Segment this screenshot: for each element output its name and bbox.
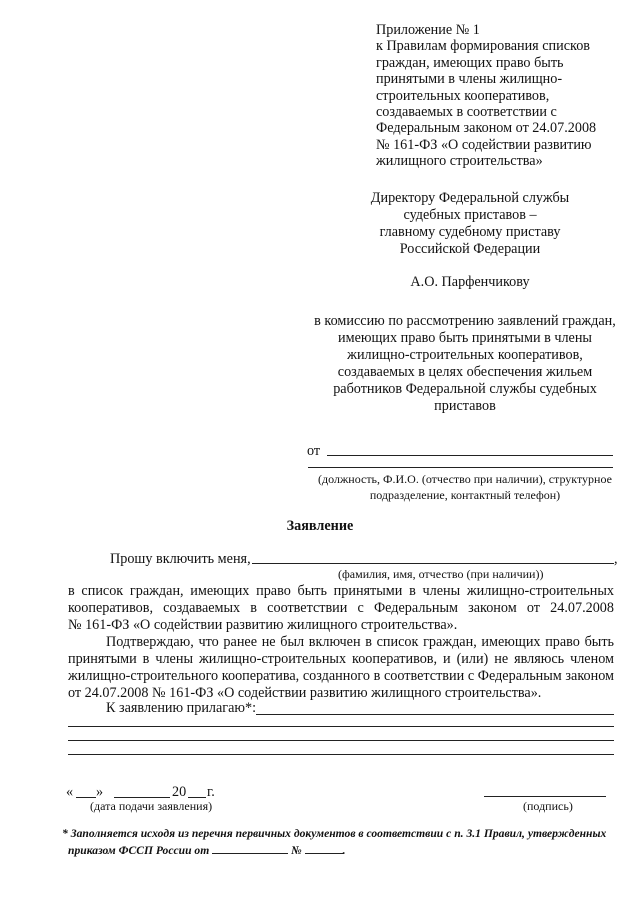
date-open-quote: « (66, 784, 74, 800)
annex-line: создаваемых в соответствии с (376, 104, 557, 121)
footnote-number-label: № (291, 844, 302, 857)
footnote-line-1: * Заполняется исходя из перечня первичных документов в соответствии с п. 3.1 Правил, утвержденных (62, 827, 607, 840)
footnote-line-2 (62, 842, 618, 859)
confirm-line: Подтверждаю, что ранее не был включен в список граждан, имеющих право быть (106, 634, 614, 650)
annex-line: Приложение № 1 (376, 22, 480, 38)
date-close-quote: » (96, 784, 104, 800)
request-caption: (фамилия, имя, отчество (при наличии)) (338, 567, 544, 581)
date-caption: (дата подачи заявления) (90, 799, 213, 813)
addressee-line: судебных приставов – (403, 207, 537, 223)
commission-block (300, 313, 630, 415)
annex-line: к Правилам формирования списков (376, 38, 591, 55)
commission-line: имеющих право быть принятыми в члены (338, 330, 592, 346)
signature-caption: (подпись) (523, 799, 573, 813)
commission-line: жилищно-строительных кооперативов, (347, 347, 583, 363)
request-suffix: , (614, 551, 618, 567)
annex-header (376, 22, 626, 170)
addressee-block (330, 190, 610, 258)
signature-field[interactable] (484, 796, 606, 797)
date-year-suffix: г. (207, 784, 215, 800)
from-caption-line: (должность, Ф.И.О. (отчество при наличии), структурное (318, 472, 612, 486)
from-label: от (307, 443, 321, 459)
from-caption (300, 471, 630, 503)
footnote-order-label: приказом ФССП России от (68, 844, 210, 857)
footnote-order-date-field[interactable] (212, 842, 288, 854)
date-day-field[interactable] (76, 797, 96, 798)
addressee-name: А.О. Парфенчикову (410, 274, 530, 290)
date-year-field[interactable] (188, 797, 206, 798)
commission-line: создаваемых в целях обеспечения жильем (337, 364, 593, 380)
attach-field-line-1[interactable] (256, 714, 614, 715)
footnote-end: . (342, 844, 346, 857)
attach-label: К заявлению прилагаю*: (106, 700, 257, 716)
confirm-line: принятыми в члены жилищно-строительных кооперативов, и (или) не являюсь членом (68, 651, 614, 667)
commission-line: в комиссию по рассмотрению заявлений граждан, (314, 313, 616, 329)
commission-line: работников Федеральной службы судебных (333, 381, 597, 397)
date-month-field[interactable] (114, 797, 170, 798)
request-prefix: Прошу включить меня, (110, 551, 251, 567)
footnote (62, 826, 618, 859)
annex-line: жилищного строительства» (376, 153, 543, 170)
request-line: в список граждан, имеющих право быть принятыми в члены жилищно-строительных (68, 583, 614, 599)
footnote-order-number-field[interactable] (305, 842, 343, 854)
request-line: № 161-ФЗ «О содействии развитию жилищного строительства». (68, 617, 458, 633)
from-caption-line: подразделение, контактный телефон) (369, 488, 561, 502)
document-title: Заявление (286, 518, 354, 534)
confirm-line: жилищно-строительного кооператива, созданного в соответствии с Федеральным законом (68, 668, 614, 684)
annex-line: Федеральным законом от 24.07.2008 (376, 120, 597, 137)
attach-field-line-3[interactable] (68, 740, 614, 741)
addressee-line: Российской Федерации (399, 241, 541, 257)
annex-line: № 161-ФЗ «О содействии развитию (376, 136, 592, 153)
confirm-line: от 24.07.2008 № 161-ФЗ «О содействии развитию жилищного строительства». (68, 685, 542, 701)
attach-field-line-4[interactable] (68, 754, 614, 755)
date-year-prefix: 20 (172, 784, 187, 800)
annex-line: граждан, имеющих право быть (376, 54, 564, 71)
request-name-field[interactable] (252, 563, 614, 564)
attach-field-line-2[interactable] (68, 726, 614, 727)
commission-line: приставов (434, 398, 496, 414)
annex-line: строительных кооперативов, (376, 87, 550, 104)
from-field-line-2[interactable] (308, 467, 613, 468)
addressee-line: Директору Федеральной службы (370, 190, 570, 206)
request-line: кооперативов, создаваемых в соответствии с Федеральным законом от 24.07.2008 (68, 600, 614, 616)
annex-line: принятыми в члены жилищно- (376, 71, 563, 88)
from-field-line-1[interactable] (327, 455, 613, 456)
addressee-line: главному судебному приставу (379, 224, 561, 240)
